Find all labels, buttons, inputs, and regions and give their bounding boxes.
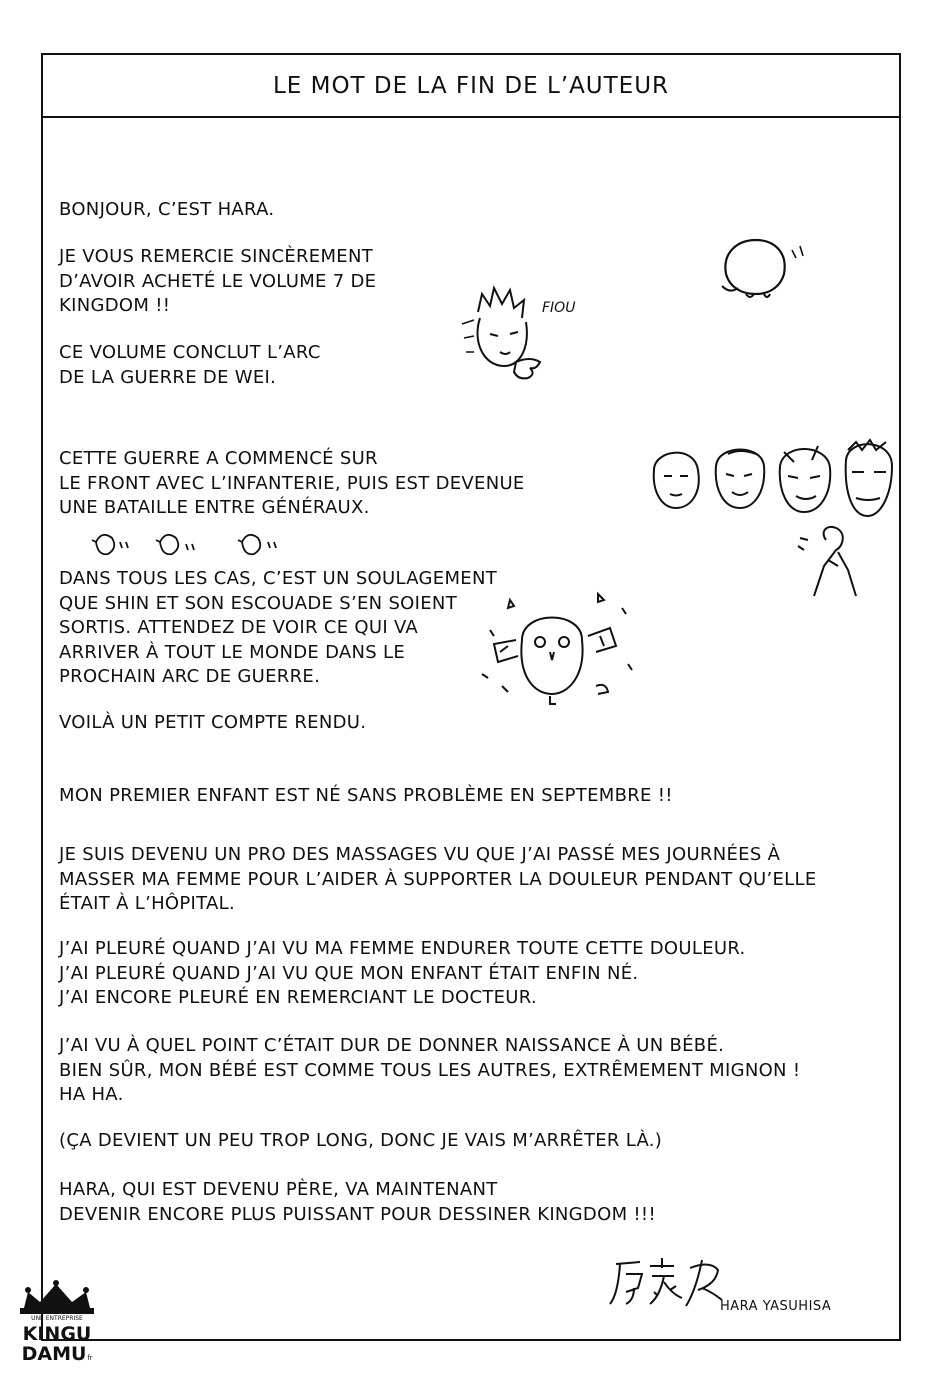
paragraph-massages: JE SUIS DEVENU UN PRO DES MASSAGES VU QUE J’AI PASSÉ MES JOURNÉES À MASSER MA FEMME POUR L’AIDER À SUPPORTER LA DOULEUR PENDANT QU’ELLE ÉTAIT À L’HÔPITAL. bbox=[59, 844, 817, 914]
paragraph-too-long: (ÇA DEVIENT UN PEU TROP LONG, DONC JE VAIS M’ARRÊTER LÀ.) bbox=[59, 1130, 663, 1151]
paragraph-greeting: BONJOUR, C’EST HARA. bbox=[59, 199, 275, 220]
paragraph-tears: J’AI PLEURÉ QUAND J’AI VU MA FEMME ENDURER TOUTE CETTE DOULEUR. J’AI PLEURÉ QUAND J’AI VU QUE MON ENFANT ÉTAIT ENFIN NÉ. J’AI ENCORE PLEURÉ EN REMERCIANT LE DOCTEUR. bbox=[59, 938, 746, 1008]
paragraph-war: CETTE GUERRE A COMMENCÉ SUR LE FRONT AVEC L’INFANTERIE, PUIS EST DEVENUE UNE BATAILLE ENTRE GÉNÉRAUX. bbox=[59, 448, 525, 518]
signature-name: HARA YASUHISA bbox=[720, 1299, 832, 1314]
chick-icon bbox=[88, 526, 284, 560]
paragraph-closing: HARA, QUI EST DEVENU PÈRE, VA MAINTENANT DEVENIR ENCORE PLUS PUISSANT POUR DESSINER KINGDOM !!! bbox=[59, 1179, 656, 1225]
svg-text:UNE ENTREPRISE: UNE ENTREPRISE bbox=[31, 1315, 83, 1322]
svg-text:DAMU: DAMU bbox=[21, 1343, 87, 1365]
sigh-caption: FIOU bbox=[542, 300, 576, 316]
paragraph-summary: VOILÀ UN PETIT COMPTE RENDU. bbox=[59, 712, 367, 733]
paragraph-thanks: JE VOUS REMERCIE SINCÈREMENT D’AVOIR ACHETÉ LE VOLUME 7 DE KINGDOM !! bbox=[59, 246, 377, 316]
kingudamu-logo bbox=[16, 1280, 98, 1380]
crown-icon bbox=[16, 1280, 98, 1380]
blob-creature-icon bbox=[712, 236, 807, 306]
owl-icon bbox=[472, 590, 642, 712]
title-box bbox=[43, 55, 899, 118]
paragraph-birth: J’AI VU À QUEL POINT C’ÉTAIT DUR DE DONNER NAISSANCE À UN BÉBÉ. BIEN SÛR, MON BÉBÉ EST COMME TOUS LES AUTRES, EXTRÊMEMENT MIGNON ! HA HA. bbox=[59, 1035, 801, 1105]
page-title: LE MOT DE LA FIN DE L’AUTEUR bbox=[272, 72, 670, 99]
svg-text:KINGU: KINGU bbox=[22, 1323, 92, 1345]
paragraph-relief: DANS TOUS LES CAS, C’EST UN SOULAGEMENT QUE SHIN ET SON ESCOUADE S’EN SOIENT SORTIS. ATTENDEZ DE VOIR CE QUI VA ARRIVER À TOUT LE MONDE DANS LE PROCHAIN ARC DE GUERRE. bbox=[59, 568, 498, 687]
signature-icon bbox=[606, 1252, 736, 1316]
paragraph-first-child: MON PREMIER ENFANT EST NÉ SANS PROBLÈME EN SEPTEMBRE !! bbox=[59, 785, 673, 806]
svg-text:fr: fr bbox=[87, 1354, 93, 1362]
generals-faces-icon bbox=[648, 436, 894, 610]
paragraph-arc-end: CE VOLUME CONCLUT L’ARC DE LA GUERRE DE WEI. bbox=[59, 342, 321, 388]
character-sketch-icon bbox=[458, 282, 550, 386]
